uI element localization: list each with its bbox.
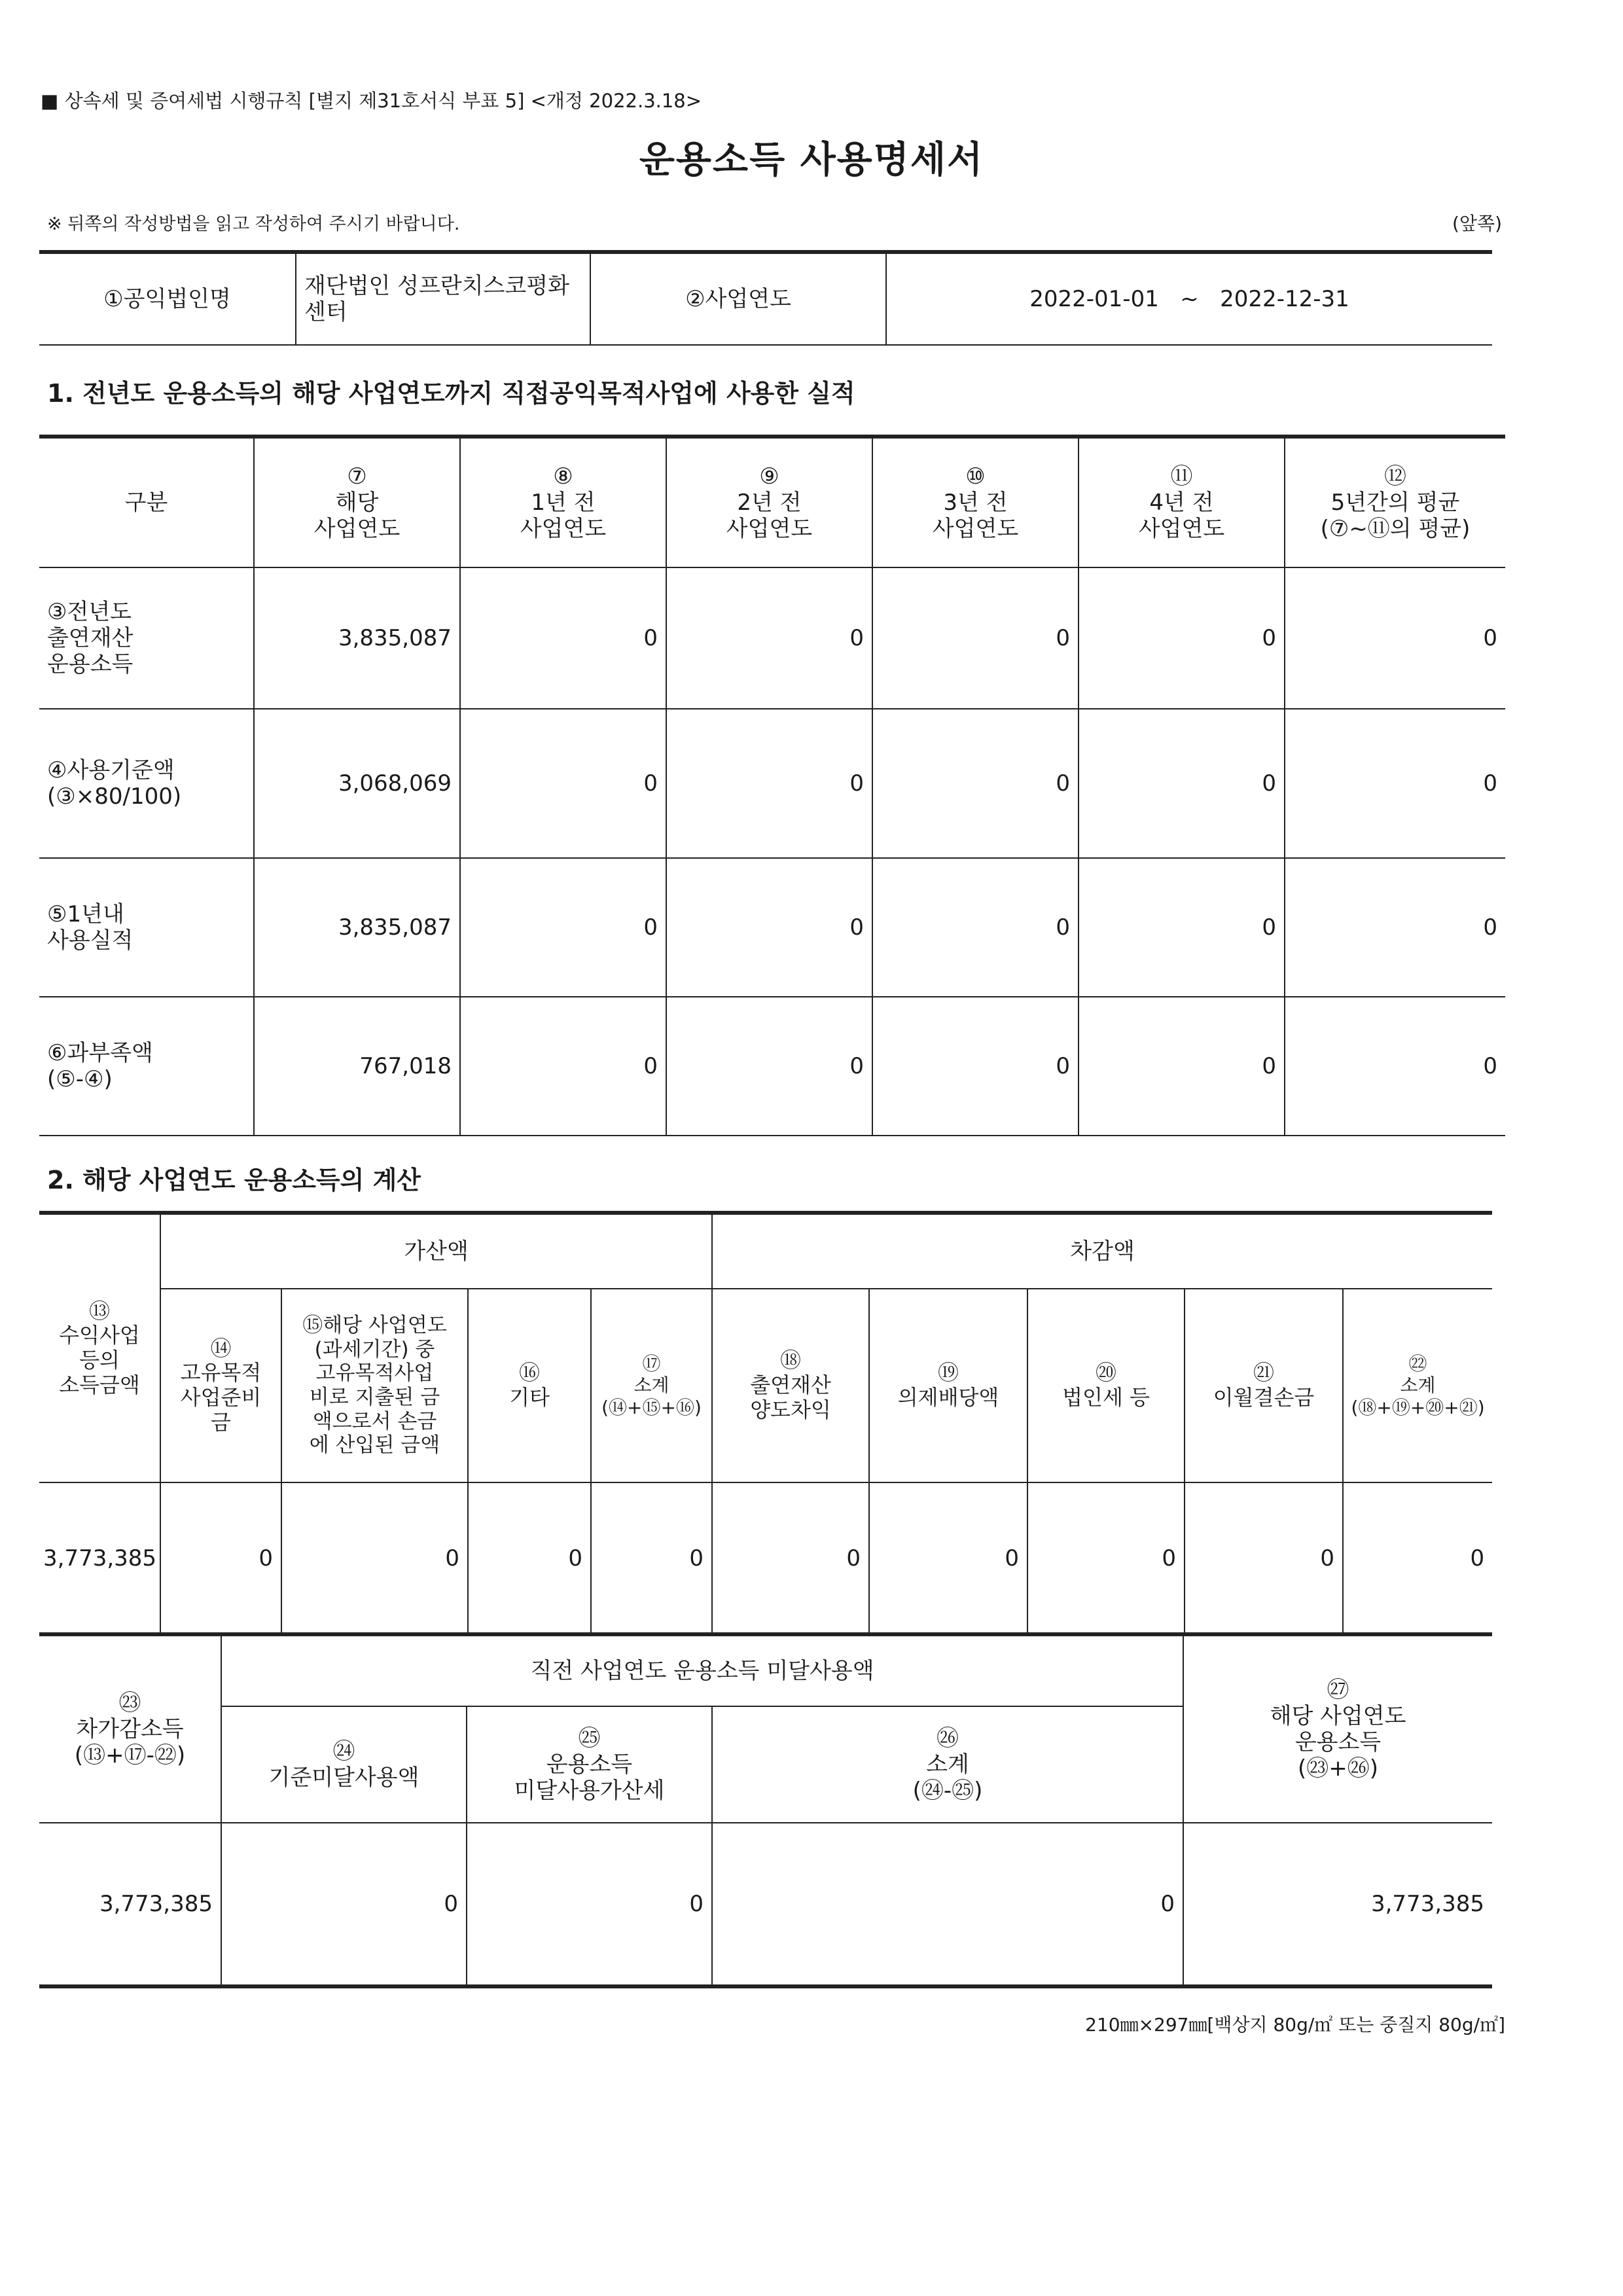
page-side-label: (앞쪽)	[1452, 213, 1502, 234]
col-header-17	[591, 1289, 712, 1482]
col-header-category: 구분	[39, 437, 254, 567]
col-label: 해당 사업연도 운용소득 (㉓+㉖)	[1270, 1702, 1406, 1782]
col-header-20	[1027, 1289, 1185, 1482]
notice-text: ※ 뒤쪽의 작성방법을 읽고 작성하여 주시기 바랍니다.	[47, 214, 460, 234]
cell-value: 0	[1185, 1482, 1343, 1634]
cell-value: 0	[712, 1823, 1183, 1986]
table-row	[39, 567, 1505, 709]
cell-value: 0	[221, 1823, 467, 1986]
cell-value: 3,835,087	[254, 567, 460, 709]
cell-value: 0	[460, 858, 666, 997]
fiscal-year-label: ②사업연도	[590, 252, 886, 345]
section1-title: 1. 전년도 운용소득의 해당 사업연도까지 직접공익목적사업에 사용한 실적	[47, 379, 855, 408]
cell-value: 0	[872, 709, 1079, 858]
col-label: 소계 (⑱+⑲+⑳+㉑)	[1351, 1374, 1485, 1418]
document-title: 운용소득 사용명세서	[639, 139, 984, 181]
col-label: ⑮해당 사업연도 (과세기간) 중 고유목적사업 비로 지출된 금 액으로서 손금 에 산입된 금액	[302, 1314, 447, 1458]
col-label: 기타	[509, 1385, 550, 1410]
col-label: 의제배당액	[897, 1385, 999, 1410]
cell-value: 0	[591, 1482, 712, 1634]
fiscal-year-value: 2022-01-01 ~ 2022-12-31	[886, 252, 1492, 345]
col-header-13	[39, 1213, 160, 1482]
col-label: 운용소득 미달사용가산세	[514, 1751, 665, 1804]
col-header-26	[712, 1706, 1183, 1823]
row-label: ⑥과부족액 (⑤-④)	[39, 997, 254, 1136]
cell-value: 3,068,069	[254, 709, 460, 858]
col-header-24	[221, 1706, 467, 1823]
cell-value: 0	[1285, 709, 1505, 858]
table-row	[39, 1482, 1492, 1634]
col-num: ⑪	[1170, 463, 1193, 490]
col-label: 차가감소득 (⑬+⑰-㉒)	[74, 1715, 186, 1769]
section2-title: 2. 해당 사업연도 운용소득의 계산	[47, 1166, 421, 1194]
cell-value: 0	[1079, 858, 1285, 997]
cell-value: 0	[666, 858, 872, 997]
col-num: ㉒	[1408, 1353, 1427, 1375]
col-num: ⑳	[1096, 1360, 1117, 1386]
col-header-15	[281, 1289, 468, 1482]
cell-value: 0	[1343, 1482, 1492, 1634]
col-label: 법인세 등	[1062, 1385, 1150, 1410]
col-label: 5년간의 평균 (⑦~⑪의 평균)	[1320, 489, 1471, 543]
col-header-16	[468, 1289, 591, 1482]
cell-value: 0	[281, 1482, 468, 1634]
col-header-27	[1183, 1634, 1492, 1823]
cell-value: 0	[460, 997, 666, 1136]
col-num: ⑰	[642, 1353, 661, 1375]
section2-table	[39, 1211, 1492, 1635]
cell-value: 0	[1285, 567, 1505, 709]
cell-value: 3,773,385	[39, 1823, 221, 1986]
col-num: ⑬	[88, 1298, 110, 1323]
cell-value: 0	[712, 1482, 869, 1634]
cell-value: 0	[467, 1823, 712, 1986]
col-label: 고유목적 사업준비 금	[180, 1360, 262, 1435]
cell-value: 0	[872, 858, 1079, 997]
col-num: ⑦	[347, 463, 367, 490]
cell-value: 0	[666, 567, 872, 709]
cell-value: 0	[460, 567, 666, 709]
col-num: ㉖	[936, 1725, 959, 1751]
cell-value: 0	[1285, 997, 1505, 1136]
cell-value: 0	[160, 1482, 281, 1634]
cell-value: 767,018	[254, 997, 460, 1136]
col-label: 이월결손금	[1213, 1385, 1315, 1410]
col-num: ⑭	[210, 1335, 232, 1361]
col-header-14	[160, 1289, 281, 1482]
sub-group-header: 차감액	[712, 1213, 1492, 1289]
cell-value: 0	[1079, 997, 1285, 1136]
col-label: 해당 사업연도	[313, 489, 401, 543]
col-header-23	[39, 1634, 221, 1823]
section1-table	[39, 435, 1505, 1136]
col-num: ㉕	[578, 1725, 601, 1751]
col-label: 2년 전 사업연도	[726, 489, 813, 543]
cell-value: 0	[872, 997, 1079, 1136]
cell-value: 0	[869, 1482, 1027, 1634]
col-label: 소계 (⑭+⑮+⑯)	[601, 1374, 702, 1418]
info-table	[39, 250, 1492, 346]
col-num: ㉔	[332, 1738, 355, 1765]
col-label: 1년 전 사업연도	[520, 489, 607, 543]
col-num: ⑧	[553, 463, 573, 490]
org-name-label: ①공익법인명	[39, 252, 296, 345]
col-header-8	[460, 437, 666, 567]
cell-value: 0	[666, 709, 872, 858]
col-num: ⑫	[1384, 463, 1406, 490]
table-row	[39, 858, 1505, 997]
col-num: ⑲	[938, 1360, 959, 1386]
col-num: ㉓	[118, 1689, 141, 1716]
col-label: 소계 (㉔-㉕)	[912, 1751, 983, 1804]
col-num: ㉑	[1253, 1360, 1275, 1386]
col-num: ⑩	[965, 463, 986, 490]
law-reference: ■ 상속세 및 증여세법 시행규칙 [별지 제31호서식 부표 5] <개정 2022.3.18>	[41, 90, 702, 112]
col-label: 출연재산 양도차익	[750, 1372, 831, 1422]
col-label: 수익사업 등의 소득금액	[59, 1323, 140, 1397]
table-row	[39, 1823, 1492, 1986]
col-header-18	[712, 1289, 869, 1482]
col-header-19	[869, 1289, 1027, 1482]
col-num: ⑯	[518, 1360, 540, 1386]
cell-value: 3,773,385	[1183, 1823, 1492, 1986]
cell-value: 0	[468, 1482, 591, 1634]
col-header-12	[1285, 437, 1505, 567]
cell-value: 0	[1079, 709, 1285, 858]
col-header-7	[254, 437, 460, 567]
shortfall-group-header: 직전 사업연도 운용소득 미달사용액	[221, 1634, 1183, 1706]
org-name-value: 재단법인 성프란치스코평화센터	[296, 252, 590, 345]
table-row	[39, 709, 1505, 858]
col-num: ⑨	[759, 463, 779, 490]
cell-value: 3,835,087	[254, 858, 460, 997]
col-label: 기준미달사용액	[268, 1765, 419, 1791]
cell-value: 3,773,385	[39, 1482, 160, 1634]
add-group-header: 가산액	[160, 1213, 712, 1289]
cell-value: 0	[1285, 858, 1505, 997]
cell-value: 0	[1027, 1482, 1185, 1634]
col-header-25	[467, 1706, 712, 1823]
cell-value: 0	[1079, 567, 1285, 709]
cell-value: 0	[666, 997, 872, 1136]
table-row	[39, 997, 1505, 1136]
row-label: ④사용기준액 (③×80/100)	[39, 709, 254, 858]
col-header-11	[1079, 437, 1285, 567]
col-num: ㉗	[1327, 1676, 1349, 1703]
col-header-21	[1185, 1289, 1343, 1482]
col-header-22	[1343, 1289, 1492, 1482]
col-header-9	[666, 437, 872, 567]
row-label: ⑤1년내 사용실적	[39, 858, 254, 997]
col-label: 4년 전 사업연도	[1138, 489, 1225, 543]
row-label: ③전년도 출연재산 운용소득	[39, 567, 254, 709]
col-header-10	[872, 437, 1079, 567]
col-label: 3년 전 사업연도	[932, 489, 1019, 543]
section3-table	[39, 1632, 1492, 1988]
col-num: ⑱	[780, 1348, 802, 1373]
cell-value: 0	[872, 567, 1079, 709]
paper-spec-footer: 210㎜×297㎜[백상지 80g/㎡ 또는 중질지 80g/㎡]	[1085, 2014, 1505, 2036]
cell-value: 0	[460, 709, 666, 858]
